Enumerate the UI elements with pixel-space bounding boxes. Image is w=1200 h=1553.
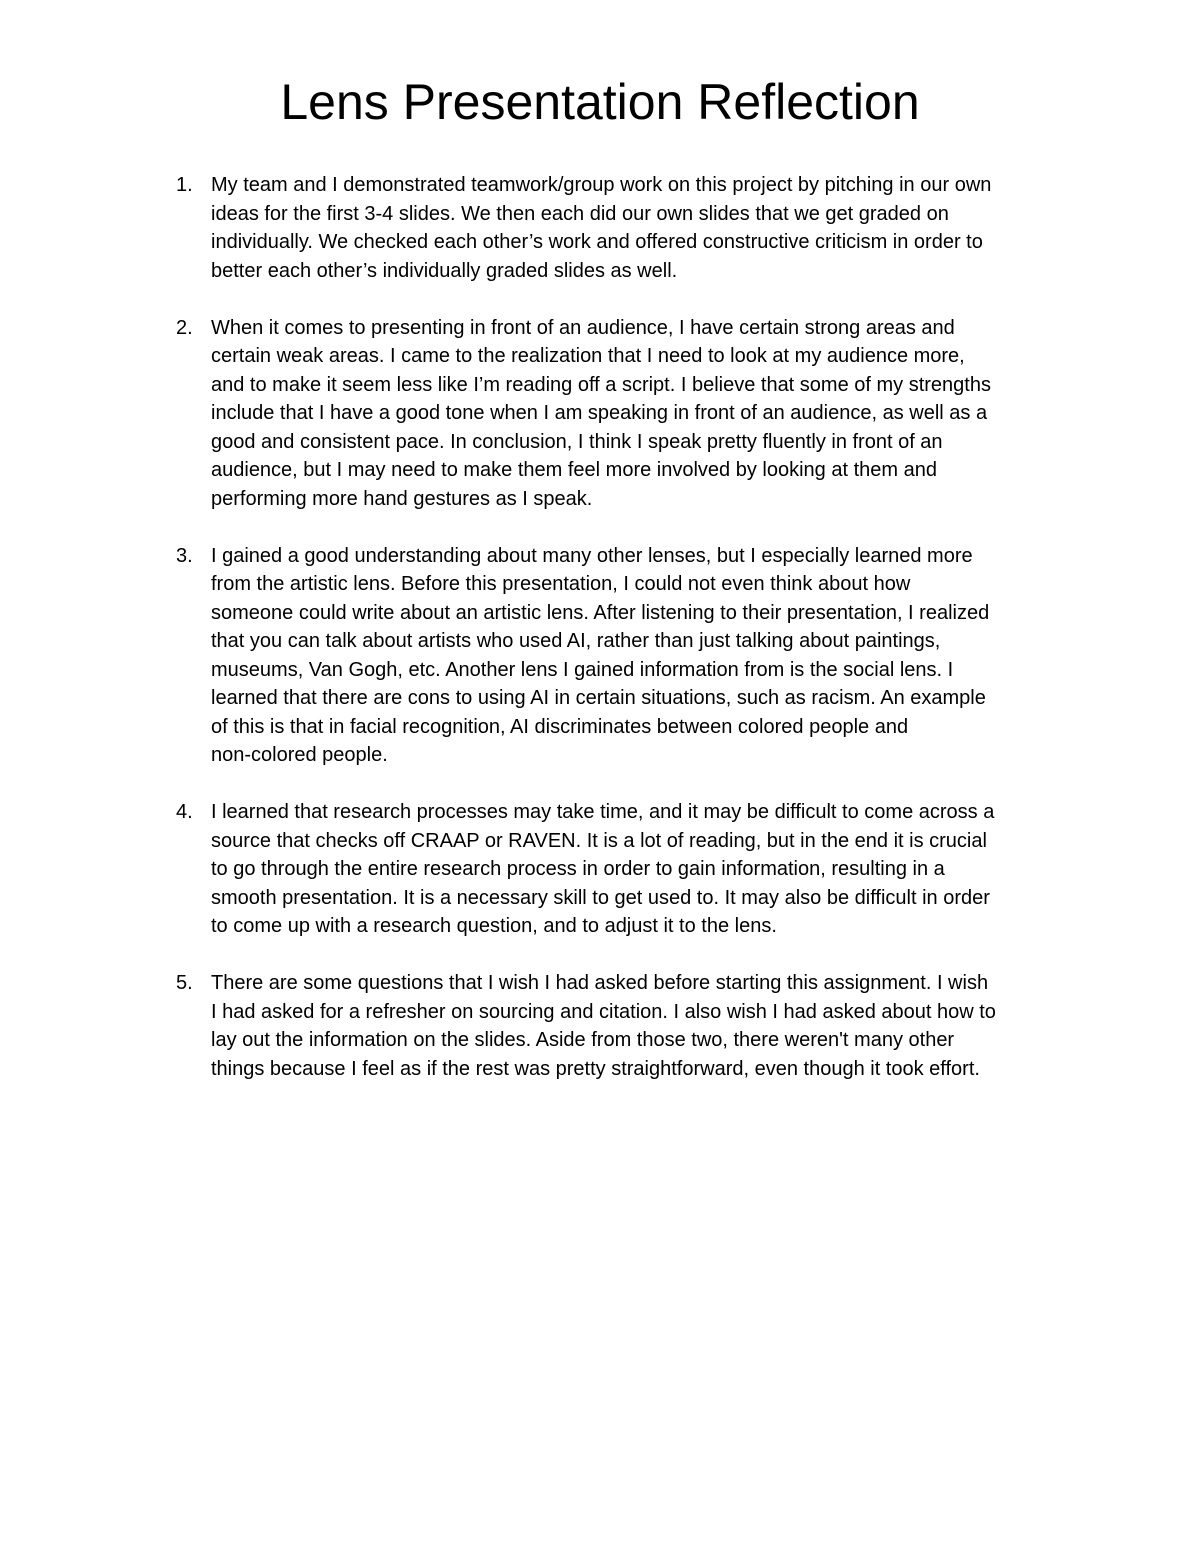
- item-number: 4.: [176, 801, 193, 823]
- item-number: 3.: [176, 544, 193, 567]
- item-text: When it comes to presenting in front of an audience, I have certain strong areas and certain weak areas. I came to the realization that I need to look at my audience more, and to make it seem less like I’m reading off a script. I believe that some of my strengths include that I have a good tone when I am speaking in front of an audience, as well as a good and consistent pace. In conclusion, I think I speak pretty fluently in front of an audience, but I may need to make them feel more involved by looking at them and performing more hand gestures as I speak.: [211, 316, 991, 510]
- item-number: 2.: [176, 316, 193, 339]
- list-item: [174, 542, 1074, 770]
- page-title: Lens Presentation Reflection: [280, 74, 920, 130]
- item-text: There are some questions that I wish I had asked before starting this assignment. I wish I had asked for a refresher on sourcing and citation. I also wish I had asked about how to lay out the information on the slides. Aside from those two, there weren't many other things because I feel as if the rest was pretty straightforward, even though it took effort.: [211, 972, 996, 1080]
- item-number: 1.: [176, 174, 193, 196]
- item-text: I learned that research processes may take time, and it may be difficult to come across a source that checks off CRAAP or RAVEN. It is a lot of reading, but in the end it is crucial to go through the entire research process in order to gain information, resulting in a smooth presentation. It is a necessary skill to get used to. It may also be difficult in order to come up with a research question, and to adjust it to the lens.: [211, 801, 995, 937]
- reflection-list: [174, 171, 1074, 1112]
- item-number: 5.: [176, 972, 193, 994]
- list-item: [174, 171, 1074, 285]
- item-text: My team and I demonstrated teamwork/group work on this project by pitching in our own ideas for the first 3-4 slides. We then each did our own slides that we get graded on individually. We checked each other’s work and offered constructive criticism in order to better each other’s individually graded slides as well.: [211, 174, 992, 282]
- list-item: [174, 969, 1074, 1083]
- item-text: I gained a good understanding about many other lenses, but I especially learned more from the artistic lens. Before this presentation, I could not even think about how someone could write about an artistic lens. After listening to their presentation, I realized that you can talk about artists who used AI, rather than just talking about paintings, museums, Van Gogh, etc. Another lens I gained information from is the social lens. I learned that there are cons to using AI in certain situations, such as racism. An example of this is that in facial recognition, AI discriminates between colored people and non-colored people.: [211, 544, 990, 766]
- list-item: [174, 314, 1074, 514]
- list-item: [174, 798, 1074, 941]
